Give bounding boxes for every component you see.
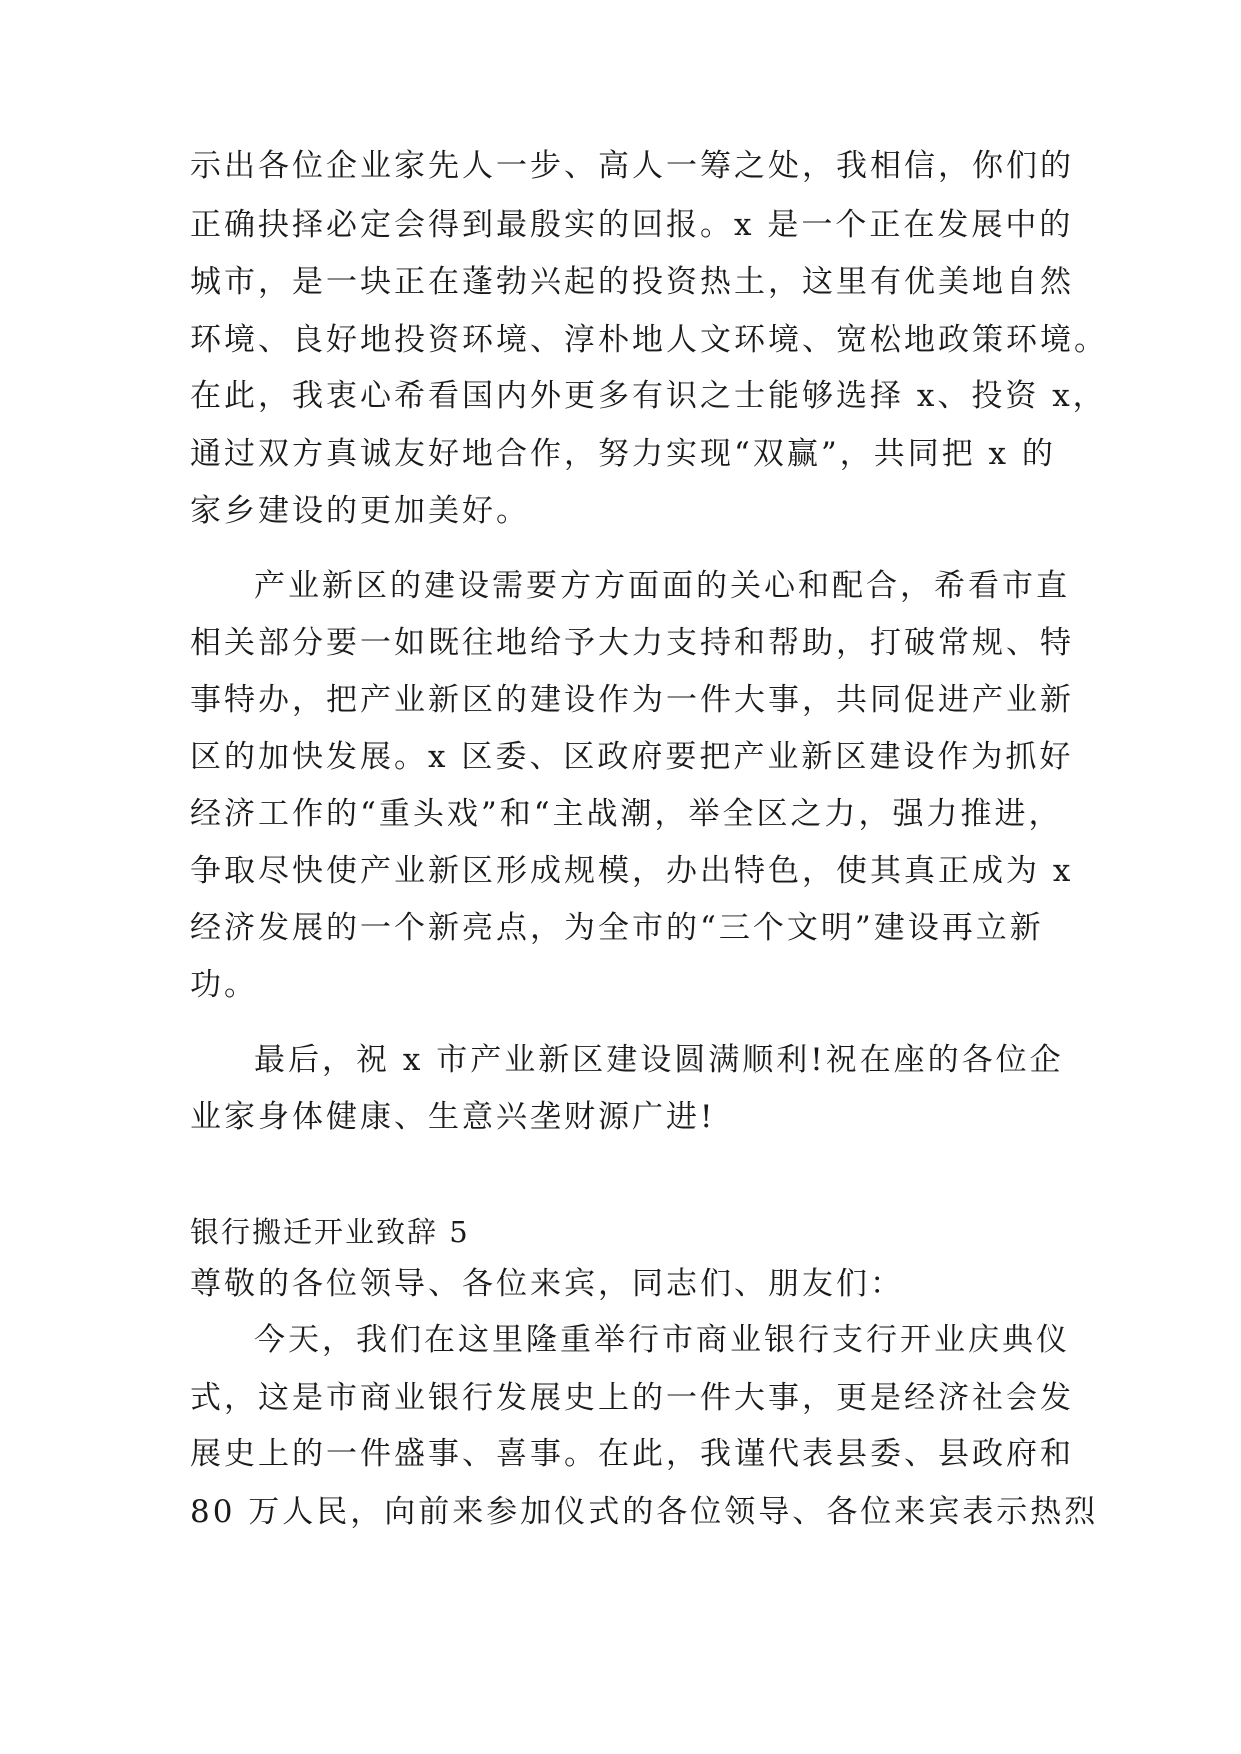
text-line: 功。	[190, 967, 258, 1003]
text-line: 家乡建设的更加美好。	[190, 493, 530, 529]
text-line: 示出各位企业家先人一步、高人一筹之处，我相信，你们的	[190, 148, 1074, 184]
text-line: 相关部分要一如既往地给予大力支持和帮助，打破常规、特	[190, 625, 1074, 661]
text-line: 通过双方真诚友好地合作，努力实现“双赢”，共同把 x 的	[190, 436, 1056, 472]
text-line: 今天，我们在这里隆重举行市商业银行支行开业庆典仪	[254, 1322, 1070, 1358]
text-line: 式，这是市商业银行发展史上的一件大事，更是经济社会发	[190, 1380, 1074, 1416]
text-line: 在此，我衷心希看国内外更多有识之士能够选择 x、投资 x，	[190, 378, 1107, 414]
text-line: 80 万人民，向前来参加仪式的各位领导、各位来宾表示热烈	[190, 1494, 1099, 1530]
text-line: 最后，祝 x 市产业新区建设圆满顺利!祝在座的各位企	[254, 1042, 1064, 1078]
text-line: 争取尽快使产业新区形成规模，办出特色，使其真正成为 x	[190, 853, 1074, 889]
salutation: 尊敬的各位领导、各位来宾，同志们、朋友们：	[190, 1266, 904, 1302]
text-line: 经济发展的一个新亮点，为全市的“三个文明”建设再立新	[190, 910, 1044, 946]
text-line: 业家身体健康、生意兴垄财源广进!	[190, 1099, 716, 1135]
text-line: 产业新区的建设需要方方面面的关心和配合，希看市直	[254, 568, 1070, 604]
text-line: 区的加快发展。x 区委、区政府要把产业新区建设作为抓好	[190, 739, 1074, 775]
text-line: 环境、良好地投资环境、淳朴地人文环境、宽松地政策环境。	[190, 322, 1108, 358]
text-line: 事特办，把产业新区的建设作为一件大事，共同促进产业新	[190, 682, 1074, 718]
section-title: 银行搬迁开业致辞 5	[190, 1215, 470, 1249]
text-line: 展史上的一件盛事、喜事。在此，我谨代表县委、县政府和	[190, 1436, 1074, 1472]
text-line: 城市，是一块正在蓬勃兴起的投资热土，这里有优美地自然	[190, 264, 1074, 300]
text-line: 经济工作的“重头戏”和“主战潮，举全区之力，强力推进，	[190, 796, 1063, 832]
text-line: 正确抉择必定会得到最殷实的回报。x 是一个正在发展中的	[190, 207, 1074, 243]
